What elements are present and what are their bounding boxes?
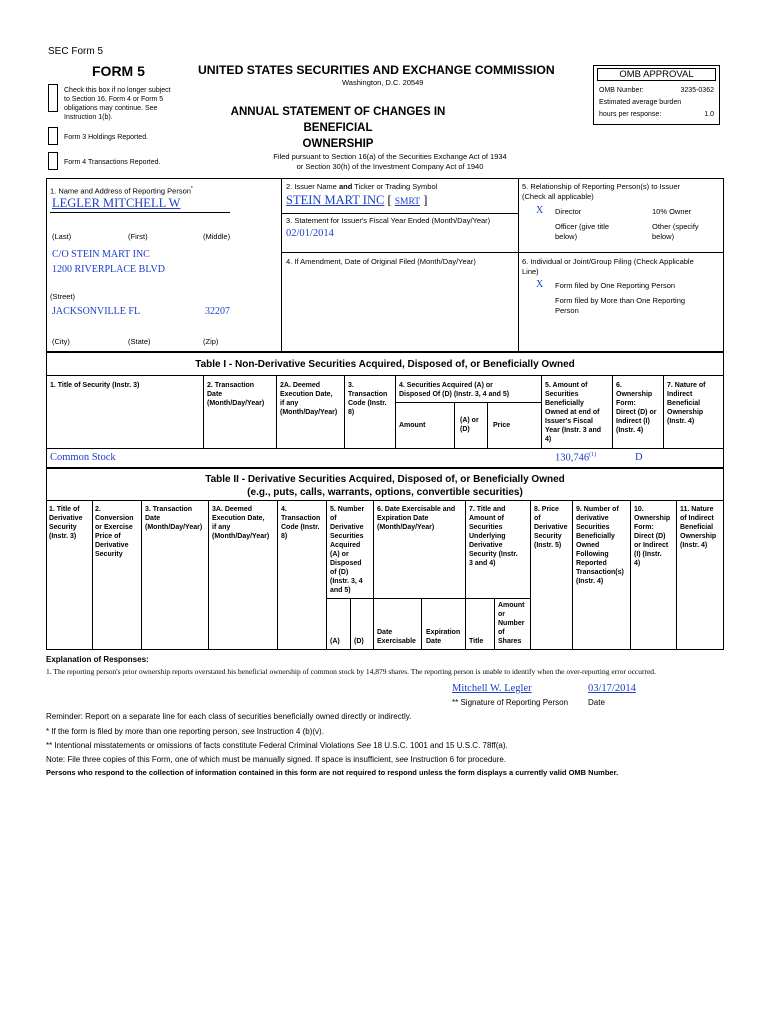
more-person-label: Form filed by More than One Reporting Person (555, 296, 686, 315)
t2-col9-header: 9. Number of derivative Securities Beneficially Owned Following Reported Transaction(s) (Instr. 4) (576, 506, 624, 585)
signature-date: 03/17/2014 (588, 683, 636, 694)
no-longer-subject-text: Check this box if no longer subject to Section 16. Form 4 or Form 5 obligations may continue. See Instruction 1(b). (64, 87, 171, 121)
no-longer-subject-checkbox[interactable] (48, 84, 58, 112)
director-label: Director (555, 207, 582, 216)
table-row-amount-owned: 130,746$^{(1)}$ (555, 452, 597, 464)
omb-burden-label: Estimated average burden (599, 99, 682, 106)
t2-col6-header: 6. Date Exercisable and Expiration Date (Month/Day/Year) (377, 506, 456, 531)
t1-col2a-header: 2A. Deemed Execution Date, if any (Month/Day/Year) (280, 382, 338, 416)
filing-label: 6. Individual or Joint/Group Filing (Check Applicable Line) (522, 257, 694, 276)
form3-holdings-checkbox[interactable] (48, 127, 58, 145)
form3-holdings-text: Form 3 Holdings Reported. (64, 134, 149, 141)
issuer-name[interactable]: STEIN MART INC [ SMRT ] (286, 193, 428, 207)
t2-sub-expiration: Expiration Date (426, 629, 461, 645)
t2-col4-header: 4. Transaction Code (Instr. 8) (281, 506, 321, 540)
t2-col2-header: 2. Conversion or Exercise Price of Derivative Security (95, 506, 134, 558)
omb-hours-label: hours per response: (599, 111, 662, 118)
amendment-label: 4. If Amendment, Date of Original Filed (Month/Day/Year) (286, 257, 476, 266)
t2-sub-d: (D) (354, 638, 364, 645)
form4-transactions-text: Form 4 Transactions Reported. (64, 159, 161, 166)
city-value: JACKSONVILLE FL (52, 306, 141, 317)
officer-label: Officer (give title below) (555, 222, 610, 241)
table-ii-title: Table II - Derivative Securities Acquired, Disposed of, or Beneficially Owned (e.g., puts, calls, warrants, options, convertible securities) (205, 474, 565, 498)
fiscal-year-label: 3. Statement for Issuer's Fiscal Year Ended (Month/Day/Year) (286, 216, 491, 225)
omb-number-value: 3235-0362 (680, 87, 714, 94)
issuer-label: 2. Issuer Name and Ticker or Trading Symbol (286, 182, 438, 191)
explanation-note-1: 1. The reporting person's prior ownership reports overstated his beneficial ownership of common stock by 14,879 shares. The reporting person is unable to identify when the over-reporting error occurred. (46, 667, 656, 676)
filed-pursuant: Filed pursuant to Section 16(a) of the Securities Exchange Act of 1934 or Section 30(h) of the Investment Company Act of 1940 (273, 152, 507, 171)
t1-col3-header: 3. Transaction Code (Instr. 8) (348, 382, 388, 416)
statement-title: ANNUAL STATEMENT OF CHANGES IN BENEFICIAL OWNERSHIP (230, 106, 446, 150)
t2-col3a-header: 3A. Deemed Execution Date, if any (Month/Day/Year) (212, 506, 270, 540)
footer-bold-note: Persons who respond to the collection of information contained in this form are not required to respond unless the form displays a currently valid OMB Number. (46, 768, 619, 777)
first-label: (First) (128, 232, 148, 241)
explanation-heading: Explanation of Responses: (46, 655, 149, 664)
omb-approval-box (593, 65, 720, 125)
t1-col4-price: Price (493, 422, 511, 429)
middle-label: (Middle) (203, 232, 231, 241)
street-label: (Street) (50, 292, 76, 301)
state-label: (State) (128, 337, 151, 346)
t2-col3-header: 3. Transaction Date (Month/Day/Year) (145, 506, 203, 531)
reminder-text: Reminder: Report on a separate line for each class of securities beneficially owned directly or indirectly. (46, 712, 412, 721)
t1-col5-header: 5. Amount of Securities Beneficially Owned at end of Issuer's Fiscal Year (Instr. 3 and 4) (545, 382, 602, 443)
signature-label: ** Signature of Reporting Person (452, 698, 569, 707)
zip-value: 32207 (205, 306, 230, 317)
address-line2: 1200 RIVERPLACE BLVD (52, 264, 165, 275)
t1-col1-header: 1. Title of Security (Instr. 3) (50, 382, 140, 389)
fiscal-year-value: 02/01/2014 (286, 228, 334, 239)
t2-sub-amount: Amount or Number of Shares (498, 602, 525, 645)
omb-approval-title: OMB APPROVAL (597, 68, 716, 81)
agency-title: UNITED STATES SECURITIES AND EXCHANGE COMMISSION (198, 63, 555, 77)
table-row-security: Common Stock (50, 452, 116, 463)
last-label: (Last) (52, 232, 72, 241)
footer-line-2: ** Intentional misstatements or omissions of facts constitute Federal Criminal Violations See 18 U.S.C. 1001 and 15 U.S.C. 78ff(a). (46, 741, 508, 750)
city-label: (City) (52, 337, 70, 346)
t2-col11-header: 11. Nature of Indirect Beneficial Ownership (Instr. 4) (680, 506, 717, 549)
sec-form-label: SEC Form 5 (48, 46, 104, 57)
reporting-person-label: 1. Name and Address of Reporting Person* (50, 186, 193, 196)
zip-label: (Zip) (203, 337, 219, 346)
t2-col8-header: 8. Price of Derivative Security (Instr. 5) (534, 506, 568, 549)
t1-col4-aord: (A) or (D) (460, 417, 479, 433)
omb-hours-value: 1.0 (704, 111, 714, 118)
omb-number-label: OMB Number: (599, 87, 644, 94)
ten-percent-owner-label: 10% Owner (652, 207, 692, 216)
t2-col5-header: 5. Number of Derivative Securities Acquired (A) or Disposed of (D) (Instr. 3, 4 and 5) (330, 506, 365, 594)
reporting-person-name[interactable]: LEGLER MITCHELL W (52, 196, 181, 210)
t1-col2-header: 2. Transaction Date (Month/Day/Year) (207, 382, 265, 407)
footer-line-1: * If the form is filed by more than one reporting person, see Instruction 4 (b)(v). (46, 727, 324, 736)
table-row-ownership: D (635, 452, 643, 463)
other-label: Other (specify below) (652, 222, 699, 241)
t1-col7-header: 7. Nature of Indirect Beneficial Ownership (Instr. 4) (667, 382, 706, 425)
signature-date-label: Date (588, 698, 605, 707)
t2-sub-a: (A) (330, 638, 340, 645)
form4-transactions-checkbox[interactable] (48, 152, 58, 170)
t2-col10-header: 10. Ownership Form: Direct (D) or Indirect (I) (Instr. 4) (634, 506, 671, 567)
signature-name: Mitchell W. Legler (452, 683, 532, 694)
address-line1: C/O STEIN MART INC (52, 249, 150, 260)
t1-col6-header: 6. Ownership Form: Direct (D) or Indirect (I) (Instr. 4) (616, 382, 657, 434)
t2-sub-date-exercisable: Date Exercisable (377, 629, 416, 645)
t2-col1-header: 1. Title of Derivative Security (Instr. 3) (49, 506, 83, 540)
t1-col4-header: 4. Securities Acquired (A) or Disposed Of (D) (Instr. 3, 4 and 5) (399, 382, 510, 398)
footer-line-3: Note: File three copies of this Form, one of which must be manually signed. If space is insufficient, see Instruction 6 for procedure. (46, 755, 507, 764)
director-mark[interactable]: X (536, 205, 544, 216)
agency-city: Washington, D.C. 20549 (342, 78, 424, 87)
t2-sub-title: Title (469, 638, 484, 645)
t1-col4-amount: Amount (399, 422, 426, 429)
form-title: FORM 5 (92, 63, 145, 79)
t2-col7-header: 7. Title and Amount of Securities Underlying Derivative Security (Instr. 3 and 4) (469, 506, 518, 567)
relationship-label: 5. Relationship of Reporting Person(s) to Issuer (Check all applicable) (522, 182, 680, 201)
one-person-mark[interactable]: X (536, 279, 544, 290)
one-person-label: Form filed by One Reporting Person (555, 281, 676, 290)
table-i-title: Table I - Non-Derivative Securities Acquired, Disposed of, or Beneficially Owned (195, 359, 575, 370)
